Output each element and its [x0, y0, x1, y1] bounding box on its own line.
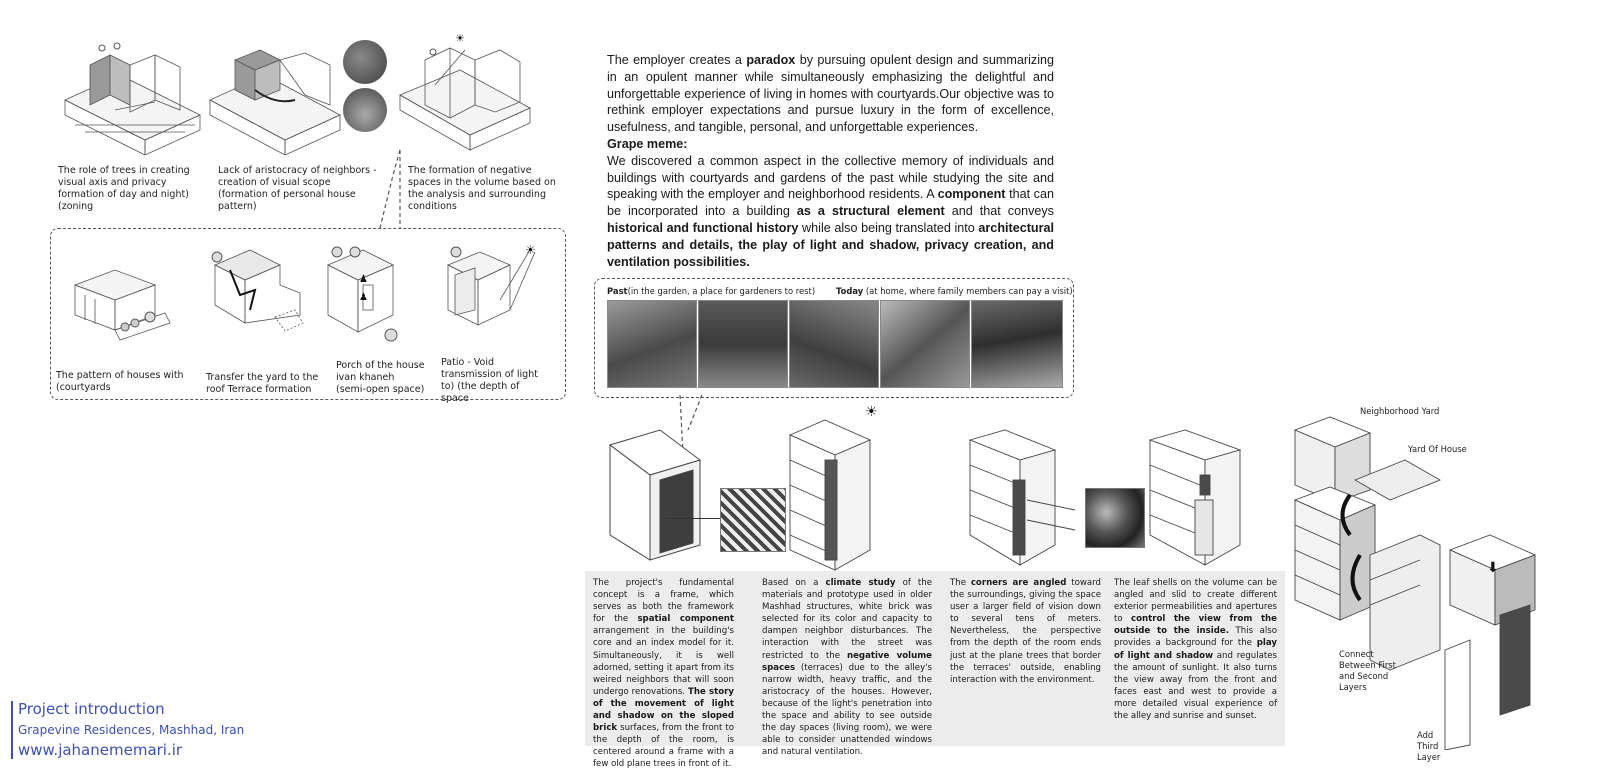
photo-today-2 — [971, 300, 1063, 388]
dashed-connector-left — [0, 0, 600, 240]
diagram-angled-corners — [965, 425, 1080, 570]
caption-negative-spaces: The formation of negative spaces in the volume based on the analysis and surrounding conditions — [408, 165, 556, 212]
svg-text:♟: ♟ — [359, 292, 368, 303]
svg-text:♟: ♟ — [359, 274, 368, 285]
brick-pattern-swatch — [720, 488, 786, 552]
description-climate-study: Based on a climate study of the materials and prototype used in older Mashhad structures, white brick was selected for its color and capacity to dampen neighbor disturbances. The interaction with the street was restricted to the negative volume spaces (terraces) due to the alley's narrow width, heavy traffic, and the aristocracy of the houses. However, because of the light's penetration into the space and ability to see outside the day spaces (living room), we were able to consider unattended windows and natural ventilation. — [762, 578, 933, 758]
svg-text:☀: ☀ — [865, 404, 878, 420]
photo-strip-today-label: Today (at home, where family members can pay a visit) — [836, 286, 1073, 296]
footer-title: Project introduction — [18, 700, 165, 718]
caption-patio-void: Patio - Void transmission of light to) (the depth of space — [441, 357, 538, 404]
label-connect-layers: Connect Between First and Second Layers — [1339, 649, 1396, 692]
photo-past-1 — [607, 300, 697, 388]
intro-text — [607, 52, 1054, 270]
diagram-frame — [605, 425, 715, 565]
intro-paragraph-1: The employer creates a paradox by pursuing opulent design and summarizing in an opulent manner while simultaneously emphasizing the delightful and unforgettable experience of living in homes with courtyards.Our objective was to rethink employer expectations and pursue luxury in the form of excellence, usefulness, and tangible, personal, and unforgettable experiences. — [607, 53, 1054, 135]
label-yard-of-house: Yard Of House — [1408, 444, 1467, 454]
sketch-courtyard-pattern — [70, 265, 180, 345]
sketch-patio-void — [440, 240, 545, 335]
caption-courtyard-pattern: The pattern of houses with (courtyards — [56, 370, 184, 393]
caption-porch-ivan: Porch of the house ivan khaneh (semi-open space) — [336, 360, 425, 395]
photo-today-1 — [880, 300, 970, 388]
footer-website-link[interactable]: www.jahanememari.ir — [18, 741, 183, 759]
diagram-climate-volume — [785, 400, 890, 575]
grape-photo — [1085, 488, 1145, 548]
sketch-porch-ivan — [323, 240, 413, 345]
intro-heading: Grape meme: — [607, 136, 688, 151]
description-frame-concept: The project's fundamental concept is a frame, which serves as both the framework for the spatial component arrangement in the building's core and an index model for it. Simultaneously, it is well adorned, setting it apart from its weired neighbors that will soon undergo renovations. The story of the movement of light and shadow on the sloped brick surfaces, from the front to the depth of the room, is centered around a frame with a few old plane trees in front of it. — [593, 578, 734, 770]
connector-arrow-frame — [665, 518, 720, 519]
label-neighborhood-yard: Neighborhood Yard — [1360, 406, 1440, 416]
svg-text:☀: ☀ — [455, 32, 465, 45]
description-leaf-shells: The leaf shells on the volume can be angled and slid to create different exterior permeabilities and apertures to control the view from the outside to the inside. This also provides a background for the play of light and shadow and regulates the amount of sunlight. It also turns the view away from the front and faces east and west to provide a more detailed visual experience of the alley and sunrise and sunset. — [1114, 578, 1278, 722]
diagram-leaf-shells — [1145, 425, 1255, 570]
footer-subtitle: Grapevine Residences, Mashhad, Iran — [18, 723, 245, 737]
description-angled-corners: The corners are angled toward the surroundings, giving the space user a larger field of vision down to several tens of meters. Nevertheless, the perspective from the depth of the room ends just at the plane trees that border the terraces' outside, enabling interaction with the environment. — [950, 578, 1101, 685]
svg-text:⬇: ⬇ — [1487, 560, 1499, 576]
svg-text:☀: ☀ — [525, 243, 536, 257]
exploded-axonometric — [1290, 405, 1560, 750]
photo-strip-past-label: Past(in the garden, a place for gardeners to rest) — [607, 286, 816, 296]
photo-past-2 — [698, 300, 788, 388]
photo-past-3 — [789, 300, 879, 388]
label-add-third-layer: Add Third Layer — [1417, 730, 1441, 762]
caption-roof-terrace: Transfer the yard to the roof Terrace formation — [206, 372, 319, 395]
caption-trees-axis: The role of trees in creating visual axis and privacy formation of day and night) (zoning — [58, 165, 190, 212]
caption-neighbors: Lack of aristocracy of neighbors - creation of visual scope (formation of personal house pattern) — [218, 165, 377, 212]
intro-paragraph-2: We discovered a common aspect in the collective memory of individuals and buildings with courtyards and gardens of the past while studying the site and speaking with the employer and neighborhood residents. A component that can be incorporated into a building as a structural element and that conveys historical and functional history while also being translated into architectural patterns and details, the play of light and shadow, privacy creation, and ventilation possibilities. — [607, 153, 1054, 269]
footer-accent-bar — [11, 701, 13, 759]
sketch-roof-terrace — [205, 245, 305, 340]
